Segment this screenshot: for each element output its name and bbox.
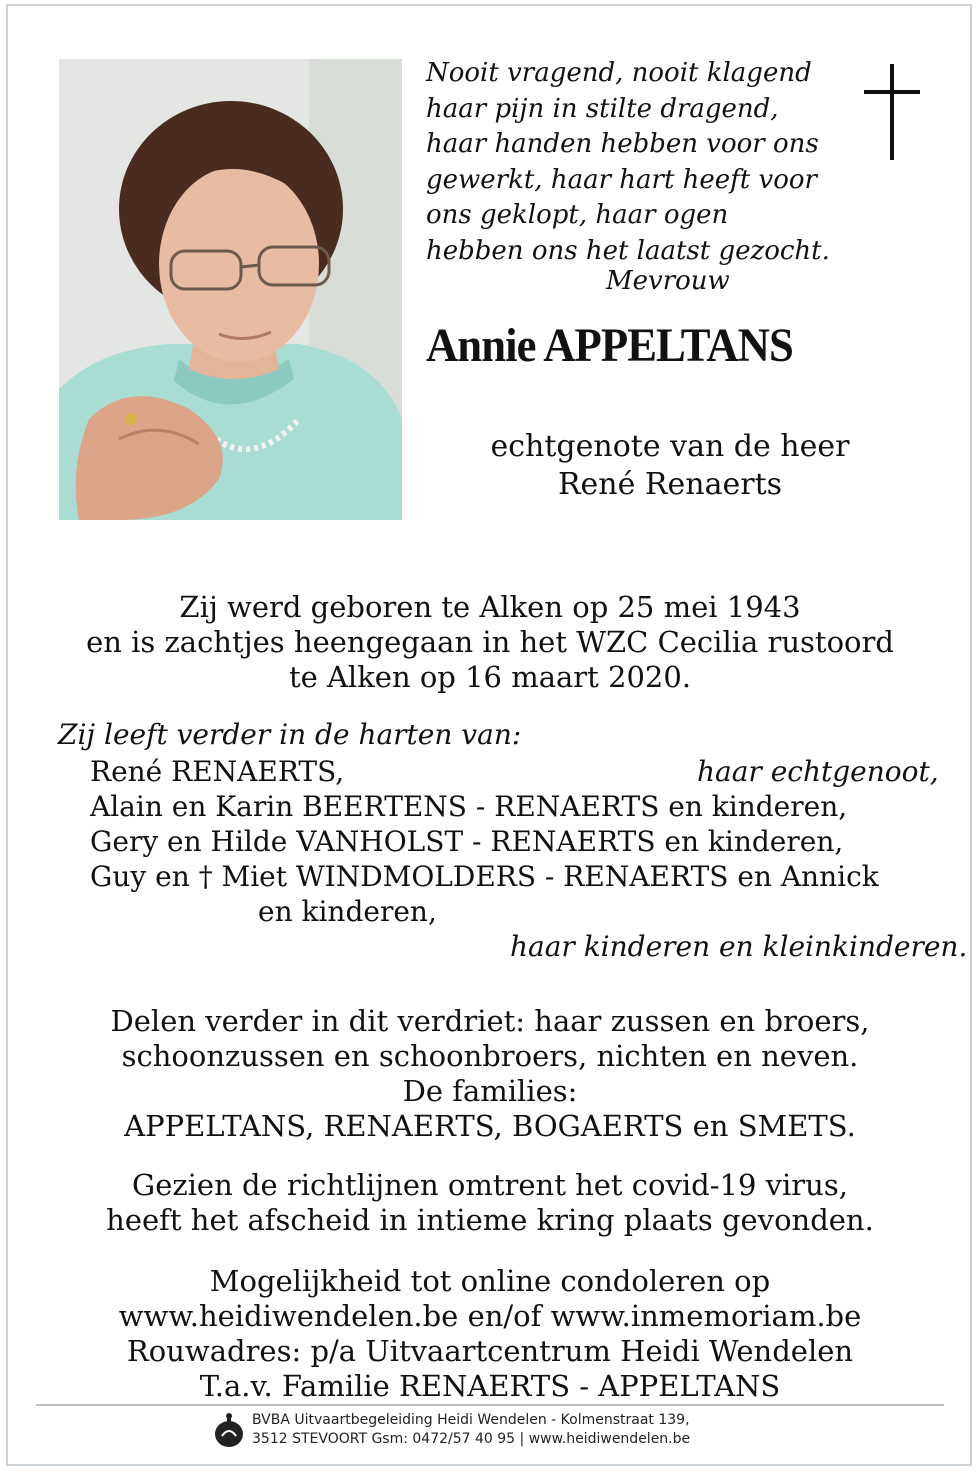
children-role: haar kinderen en kleinkinderen. [510,930,968,963]
contact-info [0,1264,980,1404]
attention-line: T.a.v. Familie RENAERTS - APPELTANS [199,1369,781,1403]
footer-text [252,1411,690,1449]
footer-line: BVBA Uitvaartbegeleiding Heidi Wendelen - Kolmenstraat 139, [252,1412,690,1428]
address-line: Rouwadres: p/a Uitvaartcentrum Heidi Wendelen [126,1334,854,1368]
covid-line: Gezien de richtlijnen omtrent het covid-19 virus, [132,1168,848,1202]
title-prefix: Mevrouw [606,266,730,296]
deceased-name: Annie APPELTANS [426,319,793,372]
child-line: Gery en Hilde VANHOLST - RENAERTS en kinderen, [90,825,844,858]
husband-name: René RENAERTS, [90,755,345,788]
death-place-line: te Alken op 16 maart 2020. [288,660,692,694]
child-line: Guy en † Miet WINDMOLDERS - RENAERTS en Annick [90,860,879,893]
footer-line: 3512 STEVOORT Gsm: 0472/57 40 95 | www.heidiwendelen.be [252,1431,691,1447]
husband-role: haar echtgenoot, [697,755,939,788]
poem-line: gewerkt, haar hart heeft voor [426,164,817,195]
relatives-line: APPELTANS, RENAERTS, BOGAERTS en SMETS. [124,1109,856,1143]
footer-divider [36,1404,944,1406]
relatives-line: schoonzussen en schoonbroers, nichten en neven. [121,1039,859,1073]
website-line: www.heidiwendelen.be en/of www.inmemoriam.be [118,1299,862,1333]
poem-line: Nooit vragend, nooit klagend [426,58,812,88]
relatives-line: Delen verder in dit verdriet: haar zussen en broers, [110,1004,870,1038]
relatives [0,1004,980,1144]
family-intro: Zij leeft verder in de harten van: [58,718,522,751]
birth-line: Zij werd geboren te Alken op 25 mei 1943 [179,590,801,624]
poem-line: haar handen hebben voor ons [426,129,819,159]
poem [426,56,846,269]
birth-death [0,590,980,695]
death-line: en is zachtjes heengegaan in het WZC Cecilia rustoord [86,625,894,659]
portrait-photo [59,59,402,520]
spouse-name: René Renaerts [557,467,783,502]
child-line: Alain en Karin BEERTENS - RENAERTS en kinderen, [90,790,848,823]
covid-note [0,1168,980,1238]
relatives-line: De families: [402,1074,578,1108]
poem-line: haar pijn in stilte dragend, [426,93,779,124]
child-line-continued: en kinderen, [258,895,437,928]
poem-line: ons geklopt, haar ogen [426,200,729,230]
spouse-info [420,428,920,504]
covid-line: heeft het afscheid in intieme kring plaats gevonden. [106,1203,874,1237]
cross-icon [864,64,920,160]
poem-line: hebben ons het laatst gezocht. [426,235,830,266]
funeral-home-logo [214,1412,244,1448]
condolence-line: Mogelijkheid tot online condoleren op [209,1264,771,1298]
spouse-line: echtgenote van de heer [490,429,850,464]
